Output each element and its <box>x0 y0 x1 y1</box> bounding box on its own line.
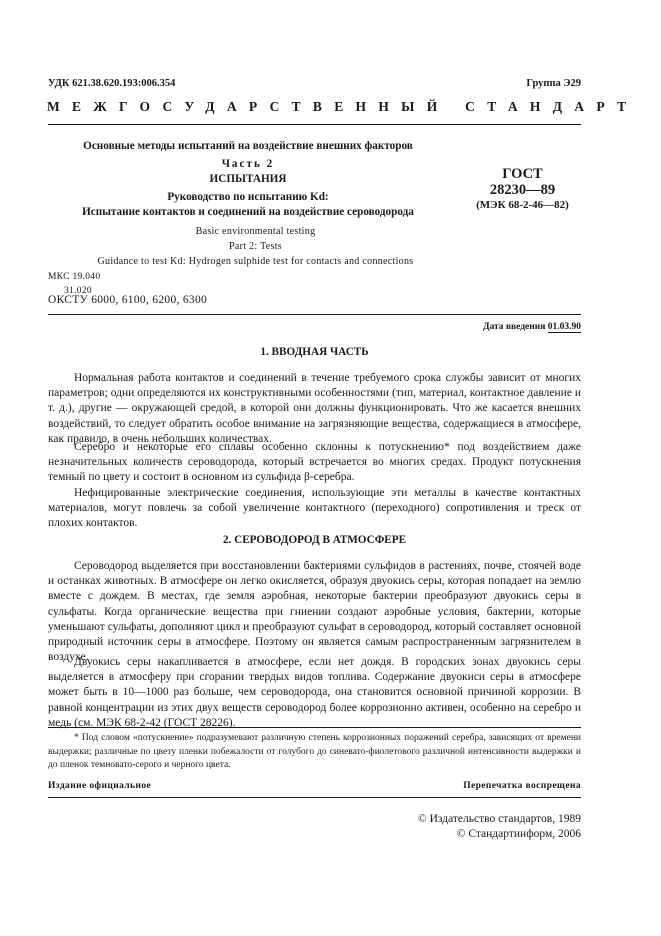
standard-banner: МЕЖГОСУДАРСТВЕННЫЙ СТАНДАРТ <box>47 99 639 114</box>
effective-date <box>483 322 581 332</box>
footnote: * Под словом «потускнение» подразумевают различную степень коррозионных поражений серебра, зависящих от времени выдержки; различные по цвету пленки побежалости от голубого до синевато-фиолетового различной интенсивности выдержки и до пленок темновато-серого и черного цвета. <box>48 733 581 770</box>
footer-divider <box>48 797 581 798</box>
paragraph: Нормальная работа контактов и соединений в течение требуемого срока службы зависит от многих параметров; одни определяются их конструктивными особенностями (тип, материал, контактное давление и т. д.), другие — окружающей средой, в которой они должны функционировать. Что же касается внешних воздействий, то следует обратить особое внимание на загрязняющие вещества, содержащиеся в атмосфере, как правило, в очень небольших количествах. <box>48 372 581 445</box>
paragraph: Нефицированные электрические соединения, использующие эти металлы в качестве контактных материалов, могут повлечь за собой увеличение контактного (переходного) сопротивления и треск от плохих контактов. <box>48 487 581 530</box>
gost-number: 28230—89 <box>489 182 556 198</box>
guidance-label: Руководство по испытанию Kd: <box>167 191 329 203</box>
subject-label: Испытание контактов и соединений на воздействие сероводорода <box>82 206 414 218</box>
copyright-line: © Стандартинформ, 2006 <box>456 828 581 840</box>
title-line: Основные методы испытаний на воздействие внешних факторов <box>83 140 413 152</box>
tests-label: ИСПЫТАНИЯ <box>209 173 287 185</box>
russian-title-block <box>48 139 448 220</box>
paragraph: Двуокись серы накапливается в атмосфере, если нет дождя. В городских зонах двуокись серы выделяется в атмосферу при сгорании твердых видов топлива. Содержание двуокиси серы в атмосфере может быть в 10—1000 раз больше, чем сероводорода, она становится основной причиной коррозии. В равной концентрации из этих двух веществ сероводород более коррозионно активен, особенно на серебро и медь (см. МЭК 68-2-42 (ГОСТ 28226). <box>48 656 581 729</box>
udk-code: УДК 621.38.620.193:006.354 <box>48 78 176 89</box>
top-divider <box>48 124 581 125</box>
classification-divider <box>48 314 581 315</box>
paragraph: Серебро и некоторые его сплавы особенно склонны к потускнению* под воздействием даже незначительных количеств сероводорода, который встречается во многих средах. Продукт потускнения темный по цвету и состоит в основном из сульфида β-серебра. <box>48 441 581 484</box>
gost-designation <box>455 166 590 212</box>
footnote-divider <box>48 727 581 728</box>
english-title-line: Basic environmental testing <box>195 226 316 237</box>
english-part-line: Part 2: Tests <box>228 241 283 252</box>
gost-name: ГОСТ <box>502 166 543 182</box>
paragraph: Сероводород выделяется при восстановлении бактериями сульфидов в растениях, почве, стоячей воде и останках животных. В атмосфере он легко окисляется, образуя двуокись серы, которая попадает на землю вместе с дождем. В местах, где земля аэробная, некоторые бактерии преобразуют двуокись серы в сульфаты. Когда органические вещества при гниении создают аэробные условия, бактерии, которые уменьшают сульфаты, дополняют цикл и преобразуют сульфат в сероводород, который составляет основной природный источник серы в атмосфере. Поэтому он является самым распространенным загрязнителем в воздухе. <box>48 560 581 664</box>
copyright-block <box>418 812 581 842</box>
group-code: Группа Э29 <box>526 78 581 89</box>
mks-code: 31.020 <box>64 286 92 296</box>
english-guidance-line: Guidance to test Kd: Hydrogen sulphide test for contacts and connections <box>97 256 414 267</box>
part-label: Часть 2 <box>221 158 275 170</box>
okstu-codes: ОКСТУ 6000, 6100, 6200, 6300 <box>48 294 208 306</box>
effective-date-label: Дата введения <box>482 322 546 332</box>
iec-reference: (МЭК 68-2-46—82) <box>476 199 569 211</box>
copyright-line: © Издательство стандартов, 1989 <box>417 813 581 825</box>
mks-code: МКС 19.040 <box>48 272 101 282</box>
english-title-block <box>48 224 463 269</box>
effective-date-value: 01.03.90 <box>547 322 581 332</box>
official-edition: Издание официальное <box>48 781 152 791</box>
reprint-notice: Перепечатка воспрещена <box>463 781 581 791</box>
section-1-heading: 1. ВВОДНАЯ ЧАСТЬ <box>260 346 369 358</box>
section-2-heading: 2. СЕРОВОДОРОД В АТМОСФЕРЕ <box>222 534 407 546</box>
